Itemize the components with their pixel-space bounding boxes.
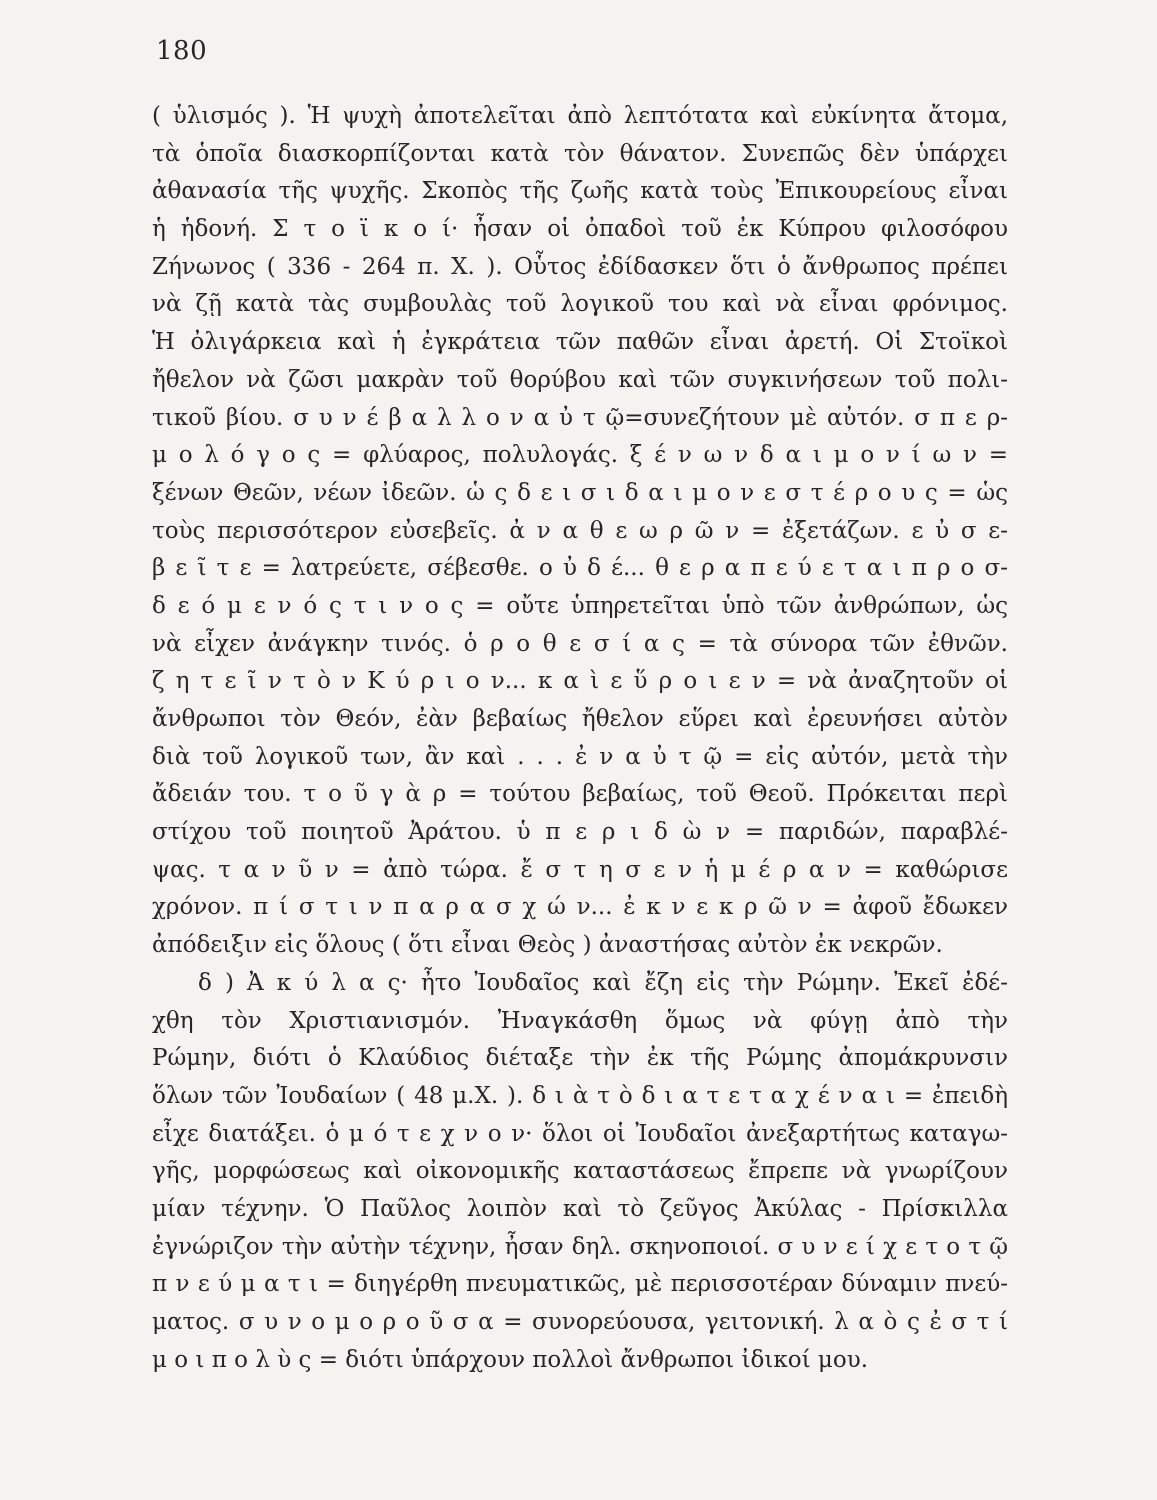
text-line: ἀθανασία τῆς ψυχῆς. Σκοπὸς τῆς ζωῆς κατὰ τοὺς Ἐπικουρείους εἶναι <box>152 178 1008 205</box>
text-line: ἄδειάν του. τ ο ῦ γ ὰ ρ = τούτου βεβαίως, τοῦ Θεοῦ. Πρόκειται περὶ <box>152 781 1008 808</box>
text-line: ἡ ἡδονή. Σ τ ο ϊ κ ο ί· ἦσαν οἱ ὀπαδοὶ τοῦ ἐκ Κύπρου φιλοσόφου <box>152 216 1008 243</box>
text-line: Ρώμην, διότι ὁ Κλαύδιος διέταξε τὴν ἐκ τῆς Ρώμης ἀπομάκρυνσιν <box>152 1045 1008 1072</box>
text-line: ἤθελον νὰ ζῶσι μακρὰν τοῦ θορύβου καὶ τῶν συγκινήσεων τοῦ πολι- <box>152 366 1008 393</box>
text-line: στίχου τοῦ ποιητοῦ Ἀράτου. ὑ π ε ρ ι δ ὼ ν = παριδών, παραβλέ- <box>152 819 1008 846</box>
paragraph-start-line: δ ) Ἀ κ ύ λ α ς· ἦτο Ἰουδαῖος καὶ ἔζη εἰς τὴν Ρώμην. Ἐκεῖ ἐδέ- <box>198 969 1008 996</box>
text-line: νὰ ζῇ κατὰ τὰς συμβουλὰς τοῦ λογικοῦ του καὶ νὰ εἶναι φρόνιμος. <box>152 291 1008 318</box>
text-line: ματος. σ υ ν ο μ ο ρ ο ῦ σ α = συνορεύουσα, γειτονική. λ α ὸ ς ἐ σ τ ί <box>152 1309 1008 1335</box>
text-line: ὅλων τῶν Ἰουδαίων ( 48 μ.Χ. ). δ ι ὰ τ ὸ δ ι α τ ε τ α χ έ ν α ι = ἐπειδὴ <box>152 1082 1008 1109</box>
text-line: ξένων Θεῶν, νέων ἰδεῶν. ὡ ς δ ε ι σ ι δ α ι μ ο ν ε σ τ έ ρ ο υ ς = ὡς <box>152 479 1008 506</box>
text-line: εἶχε διατάξει. ὁ μ ό τ ε χ ν ο ν· ὅλοι οἱ Ἰουδαῖοι ἀνεξαρτήτως καταγω- <box>152 1120 1008 1147</box>
text-line: ζ η τ ε ῖ ν τ ὸ ν Κ ύ ρ ι ο ν... κ α ὶ ε ὕ ρ ο ι ε ν = νὰ ἀναζητοῦν οἱ <box>152 668 1008 695</box>
text-line: π ν ε ύ μ α τ ι = διηγέρθη πνευματικῶς, μὲ περισσοτέραν δύναμιν πνεύ- <box>152 1271 1008 1298</box>
commentary-text <box>152 98 1008 1379</box>
text-line: τοὺς περισσότερον εὐσεβεῖς. ἀ ν α θ ε ω ρ ῶ ν = ἐξετάζων. ε ὐ σ ε- <box>152 517 1008 544</box>
text-line: ψας. τ α ν ῦ ν = ἀπὸ τώρα. ἔ σ τ η σ ε ν ἡ μ έ ρ α ν = καθώρισε <box>152 856 1008 883</box>
text-line: ἐγνώριζον τὴν αὐτὴν τέχνην, ἦσαν δηλ. σκηνοποιοί. σ υ ν ε ί χ ε τ ο τ ῷ <box>152 1233 1008 1260</box>
text-line: χθη τὸν Χριστιανισμόν. Ἠναγκάσθη ὅμως νὰ φύγῃ ἀπὸ τὴν <box>152 1007 1008 1034</box>
text-line: ( ὑλισμός ). Ἡ ψυχὴ ἀποτελεῖται ἀπὸ λεπτότατα καὶ εὐκίνητα ἄτομα, <box>152 103 1008 129</box>
text-line: τὰ ὁποῖα διασκορπίζονται κατὰ τὸν θάνατον. Συνεπῶς δὲν ὑπάρχει <box>152 140 1008 167</box>
text-line: δ ε ό μ ε ν ό ς τ ι ν ο ς = οὔτε ὑπηρετεῖται ὑπὸ τῶν ἀνθρώπων, ὡς <box>152 592 1008 619</box>
text-line: β ε ῖ τ ε = λατρεύετε, σέβεσθε. ο ὐ δ έ... θ ε ρ α π ε ύ ε τ α ι π ρ ο σ- <box>152 555 1008 582</box>
text-line: Ζήνωνος ( 336 - 264 π. Χ. ). Οὗτος ἐδίδασκεν ὅτι ὁ ἄνθρωπος πρέπει <box>152 253 1008 280</box>
text-line: γῆς, μορφώσεως καὶ οἰκονομικῆς καταστάσεως ἔπρεπε νὰ γνωρίζουν <box>152 1158 1008 1185</box>
text-line: νὰ εἶχεν ἀνάγκην τινός. ὁ ρ ο θ ε σ ί α ς = τὰ σύνορα τῶν ἐθνῶν. <box>152 630 1008 657</box>
text-line: Ἡ ὀλιγάρκεια καὶ ἡ ἐγκράτεια τῶν παθῶν εἶναι ἀρετή. Οἱ Στοϊκοὶ <box>152 329 1008 356</box>
text-line: μ ο ι π ο λ ὺ ς = διότι ὑπάρχουν πολλοὶ ἄνθρωποι ἰδικοί μου. <box>152 1346 869 1373</box>
text-line: διὰ τοῦ λογικοῦ των, ἂν καὶ . . . ἐ ν α ὐ τ ῷ = εἰς αὐτόν, μετὰ τὴν <box>152 743 1008 770</box>
text-line: ἀπόδειξιν εἰς ὅλους ( ὅτι εἶναι Θεὸς ) ἀναστήσας αὐτὸν ἐκ νεκρῶν. <box>152 932 943 959</box>
text-line: ἄνθρωποι τὸν Θεόν, ἐὰν βεβαίως ἤθελον εὕρει καὶ ἐρευνήσει αὐτὸν <box>152 706 1008 732</box>
page-number: 180 <box>156 36 208 66</box>
text-line: τικοῦ βίου. σ υ ν έ β α λ λ ο ν α ὐ τ ῷ=συνεζήτουν μὲ αὐτόν. σ π ε ρ- <box>152 404 1008 431</box>
text-line: μίαν τέχνην. Ὁ Παῦλος λοιπὸν καὶ τὸ ζεῦγος Ἀκύλας - Πρίσκιλλα <box>152 1195 1008 1222</box>
text-line: μ ο λ ό γ ο ς = φλύαρος, πολυλογάς. ξ έ ν ω ν δ α ι μ ο ν ί ω ν = <box>152 442 1008 469</box>
text-line: χρόνον. π ί σ τ ι ν π α ρ α σ χ ώ ν... ἐ κ ν ε κ ρ ῶ ν = ἀφοῦ ἔδωκεν <box>152 894 1008 921</box>
